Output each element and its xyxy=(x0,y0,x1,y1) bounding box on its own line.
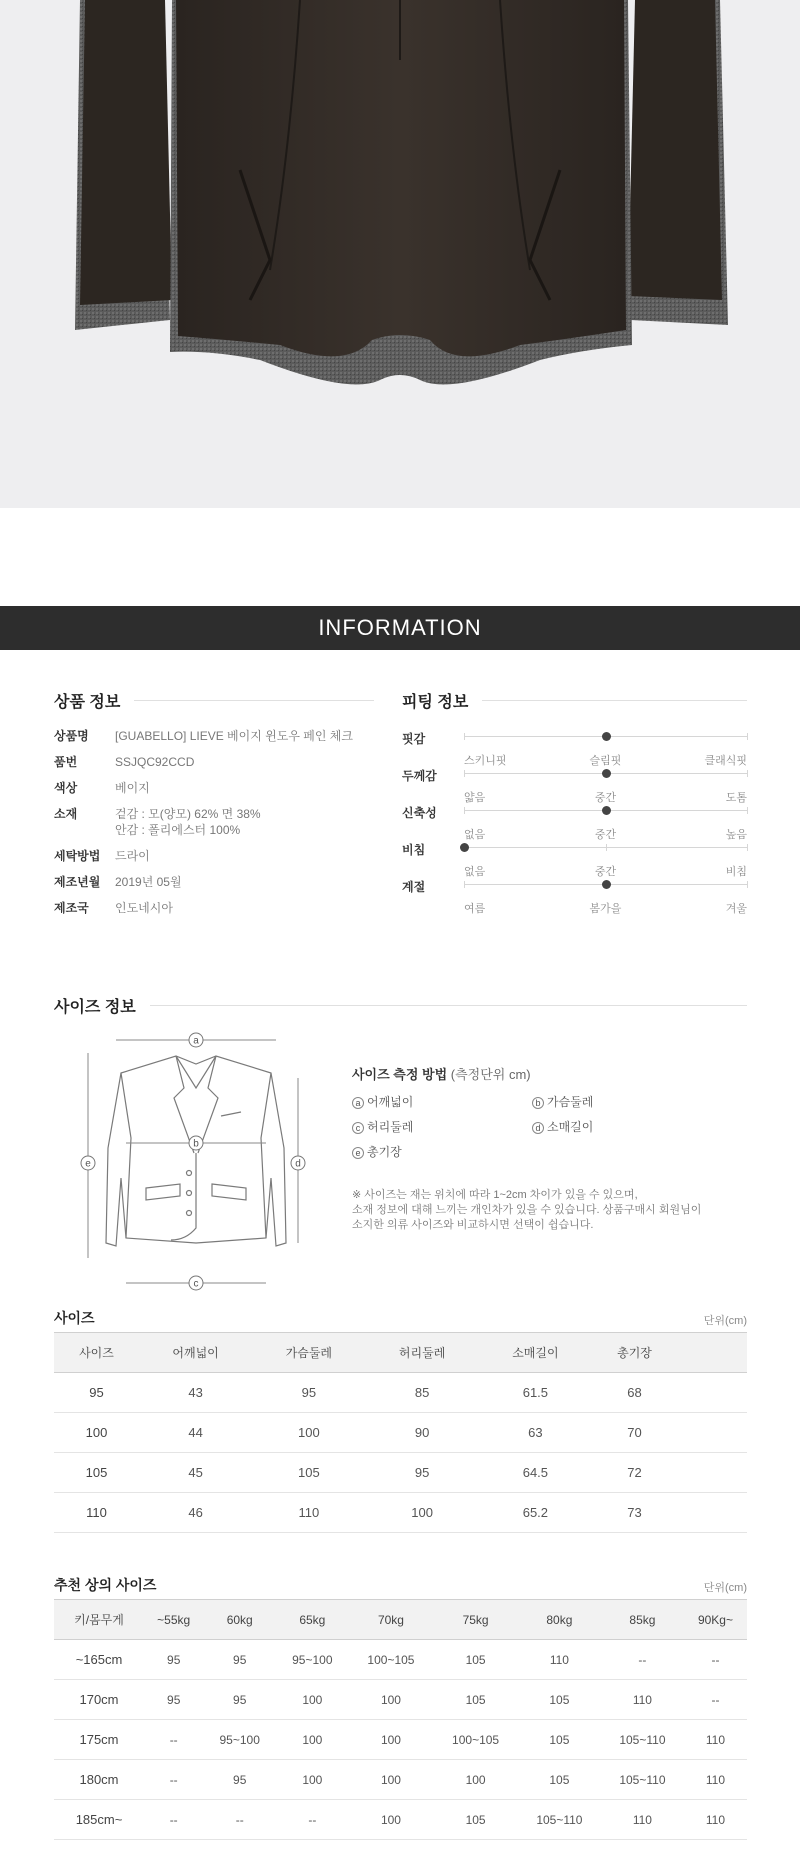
table-cell: 110 xyxy=(601,1800,684,1840)
table-header-cell: 가슴둘레 xyxy=(252,1333,365,1373)
table-cell: 105 xyxy=(518,1720,601,1760)
measure-item xyxy=(352,1093,532,1110)
table-cell: -- xyxy=(601,1640,684,1680)
product-info-list xyxy=(54,728,374,926)
table-cell: 105 xyxy=(433,1680,518,1720)
fitting-tick xyxy=(464,881,465,888)
table-cell: 185cm~ xyxy=(54,1800,144,1840)
table-cell: 110 xyxy=(252,1493,365,1533)
table-cell: 100 xyxy=(252,1413,365,1453)
table-header-cell: 85kg xyxy=(601,1600,684,1640)
table-cell: 105 xyxy=(252,1453,365,1493)
fitting-info-list xyxy=(402,728,747,913)
diagram-mark-c: c xyxy=(193,1278,199,1290)
table-cell: 170cm xyxy=(54,1680,144,1720)
rec-table-header xyxy=(54,1575,747,1595)
table-cell: 100 xyxy=(54,1413,139,1453)
table-header-cell: 90Kg~ xyxy=(684,1600,747,1640)
fitting-indicator xyxy=(602,880,611,889)
fitting-scale xyxy=(464,736,747,767)
table-cell: -- xyxy=(144,1800,203,1840)
fitting-tick xyxy=(464,733,465,740)
table-cell xyxy=(677,1373,747,1413)
fitting-scale-label: 높음 xyxy=(725,829,747,841)
fitting-scale-label: 슬림핏 xyxy=(589,755,622,767)
fitting-tick xyxy=(747,770,748,777)
table-row xyxy=(54,1800,747,1840)
measure-label: 총기장 xyxy=(367,1145,402,1159)
fitting-tick xyxy=(747,844,748,851)
table-cell: 110 xyxy=(684,1760,747,1800)
table-cell: 95 xyxy=(144,1640,203,1680)
table-cell: 72 xyxy=(592,1453,677,1493)
fitting-row xyxy=(402,802,747,839)
table-header-row xyxy=(54,1333,747,1373)
measure-mark: d xyxy=(532,1122,544,1134)
product-info-key: 제조년월 xyxy=(54,875,101,889)
product-photo xyxy=(0,0,800,508)
measure-item xyxy=(532,1118,712,1135)
diagram-mark-a: a xyxy=(193,1035,199,1047)
fitting-scale-label: 없음 xyxy=(464,829,486,841)
table-cell: 100 xyxy=(349,1720,434,1760)
table-cell: 65.2 xyxy=(479,1493,592,1533)
table-header-cell: 80kg xyxy=(518,1600,601,1640)
divider xyxy=(482,700,747,701)
product-info-row xyxy=(54,780,374,796)
measure-title-text: 사이즈 측정 방법 xyxy=(352,1067,448,1082)
size-table-header xyxy=(54,1308,747,1328)
size-table-title: 사이즈 xyxy=(54,1310,95,1326)
fitting-scale-label: 얇음 xyxy=(464,792,486,804)
table-header-cell: 소매길이 xyxy=(479,1333,592,1373)
fitting-tick xyxy=(606,844,607,851)
fitting-info-header xyxy=(402,688,747,712)
table-cell: 100 xyxy=(276,1720,349,1760)
size-table xyxy=(54,1332,747,1533)
table-cell: 175cm xyxy=(54,1720,144,1760)
table-cell: 61.5 xyxy=(479,1373,592,1413)
table-cell: 100 xyxy=(276,1760,349,1800)
table-cell xyxy=(677,1453,747,1493)
fitting-scale-label: 클래식핏 xyxy=(704,755,747,767)
rec-table-unit: 단위(cm) xyxy=(703,1582,747,1594)
measure-mark: a xyxy=(352,1097,364,1109)
table-cell: ~165cm xyxy=(54,1640,144,1680)
table-cell: 110 xyxy=(601,1680,684,1720)
table-cell: 100 xyxy=(349,1760,434,1800)
table-row xyxy=(54,1640,747,1680)
measure-label: 가슴둘레 xyxy=(547,1095,594,1109)
divider xyxy=(134,700,374,701)
product-info-row xyxy=(54,848,374,864)
table-cell: 70 xyxy=(592,1413,677,1453)
fitting-indicator xyxy=(602,732,611,741)
product-info-value xyxy=(115,806,261,838)
table-cell: 100 xyxy=(349,1800,434,1840)
table-row xyxy=(54,1720,747,1760)
size-note-line: 소지한 의류 사이즈와 비교하시면 선택이 쉽습니다. xyxy=(352,1219,594,1231)
divider xyxy=(150,1005,747,1006)
table-row xyxy=(54,1453,747,1493)
table-header-cell: 60kg xyxy=(203,1600,276,1640)
table-cell: 95 xyxy=(203,1680,276,1720)
product-info-value: 2019년 05월 xyxy=(115,875,182,889)
table-cell: 68 xyxy=(592,1373,677,1413)
table-cell: 110 xyxy=(684,1720,747,1760)
size-info-header xyxy=(54,993,747,1017)
measure-title xyxy=(352,1064,772,1083)
recommended-size-table xyxy=(54,1599,747,1840)
diagram-mark-b: b xyxy=(193,1138,199,1150)
table-header-cell: ~55kg xyxy=(144,1600,203,1640)
table-cell: -- xyxy=(684,1640,747,1680)
measure-unit: (측정단위 cm) xyxy=(450,1067,531,1082)
table-cell: 95 xyxy=(252,1373,365,1413)
fitting-info-title: 피팅 정보 xyxy=(402,693,469,711)
measure-items xyxy=(352,1093,772,1160)
table-cell: 95~100 xyxy=(276,1640,349,1680)
fitting-row xyxy=(402,728,747,765)
table-cell xyxy=(677,1493,747,1533)
table-cell: -- xyxy=(276,1800,349,1840)
product-info-row xyxy=(54,806,374,838)
fitting-row xyxy=(402,765,747,802)
fitting-scale xyxy=(464,773,747,804)
table-cell: 105 xyxy=(518,1760,601,1800)
product-info-header xyxy=(54,688,374,712)
fitting-scale-label: 여름 xyxy=(464,903,486,915)
fitting-scale-label: 없음 xyxy=(464,866,486,878)
table-cell: -- xyxy=(203,1800,276,1840)
table-cell xyxy=(677,1413,747,1453)
table-cell: 45 xyxy=(139,1453,252,1493)
table-row xyxy=(54,1493,747,1533)
table-cell: 73 xyxy=(592,1493,677,1533)
table-cell: 43 xyxy=(139,1373,252,1413)
table-cell: 100 xyxy=(433,1760,518,1800)
product-info-value: 베이지 xyxy=(115,781,150,795)
table-header-row xyxy=(54,1600,747,1640)
table-cell: 100~105 xyxy=(349,1640,434,1680)
fitting-scale-label: 비침 xyxy=(725,866,747,878)
product-info-value: [GUABELLO] LIEVE 베이지 윈도우 페인 체크 xyxy=(115,729,353,743)
product-info-row xyxy=(54,900,374,916)
table-cell: 105~110 xyxy=(518,1800,601,1840)
material-outer: 겉감 : 모(양모) 62% 면 38% xyxy=(115,807,261,821)
fitting-key: 핏감 xyxy=(402,732,426,746)
table-cell: 64.5 xyxy=(479,1453,592,1493)
table-cell: 180cm xyxy=(54,1760,144,1800)
product-info-key: 세탁방법 xyxy=(54,849,101,863)
table-cell: 105~110 xyxy=(601,1720,684,1760)
fitting-scale xyxy=(464,810,747,841)
table-header-cell: 허리둘레 xyxy=(365,1333,478,1373)
fitting-key: 비침 xyxy=(402,843,426,857)
fitting-tick xyxy=(747,881,748,888)
table-cell: 105~110 xyxy=(601,1760,684,1800)
fitting-indicator xyxy=(602,769,611,778)
measure-label: 어깨넓이 xyxy=(367,1095,414,1109)
fitting-tick xyxy=(464,770,465,777)
product-info-key: 품번 xyxy=(54,755,78,769)
measure-mark: c xyxy=(352,1122,364,1134)
fitting-key: 계절 xyxy=(402,880,426,894)
fitting-row xyxy=(402,876,747,913)
table-cell: 110 xyxy=(684,1800,747,1840)
size-note-line: ※ 사이즈는 재는 위치에 따라 1~2cm 차이가 있을 수 있으며, xyxy=(352,1189,638,1201)
table-cell: 85 xyxy=(365,1373,478,1413)
table-header-cell: 사이즈 xyxy=(54,1333,139,1373)
product-info-key: 색상 xyxy=(54,781,78,795)
material-lining: 안감 : 폴리에스터 100% xyxy=(115,823,241,837)
table-cell: 100 xyxy=(349,1680,434,1720)
measure-item xyxy=(532,1093,712,1110)
table-cell: -- xyxy=(144,1760,203,1800)
fitting-scale-label: 봄가을 xyxy=(589,903,622,915)
table-cell: 110 xyxy=(518,1640,601,1680)
table-cell: 105 xyxy=(433,1800,518,1840)
measure-mark: b xyxy=(532,1097,544,1109)
fitting-tick xyxy=(464,807,465,814)
fitting-scale xyxy=(464,884,747,915)
product-info-value: 드라이 xyxy=(115,849,150,863)
fitting-row xyxy=(402,839,747,876)
product-info-row xyxy=(54,728,374,744)
diagram-mark-e: e xyxy=(85,1158,91,1170)
fitting-scale-label: 중간 xyxy=(594,792,617,804)
product-info-key: 상품명 xyxy=(54,729,89,743)
measure-item xyxy=(352,1143,532,1160)
product-info-key: 소재 xyxy=(54,807,78,821)
table-cell: 95 xyxy=(203,1640,276,1680)
product-info-row xyxy=(54,874,374,890)
table-cell: 105 xyxy=(518,1680,601,1720)
fitting-scale xyxy=(464,847,747,878)
table-cell: 95 xyxy=(365,1453,478,1493)
table-header-cell: 65kg xyxy=(276,1600,349,1640)
table-cell: -- xyxy=(684,1680,747,1720)
fitting-scale-label: 중간 xyxy=(594,866,617,878)
table-cell: 90 xyxy=(365,1413,478,1453)
measure-item xyxy=(352,1118,532,1135)
table-cell: 95 xyxy=(144,1680,203,1720)
table-cell: 110 xyxy=(54,1493,139,1533)
table-row xyxy=(54,1413,747,1453)
measure-mark: e xyxy=(352,1147,364,1159)
table-header-cell: 총기장 xyxy=(592,1333,677,1373)
table-cell: 105 xyxy=(433,1640,518,1680)
table-header-cell xyxy=(677,1333,747,1373)
fitting-indicator xyxy=(602,806,611,815)
size-table-unit: 단위(cm) xyxy=(703,1315,747,1327)
fitting-key: 신축성 xyxy=(402,806,437,820)
size-info-title: 사이즈 정보 xyxy=(54,998,136,1016)
table-cell: 63 xyxy=(479,1413,592,1453)
table-header-cell: 어깨넓이 xyxy=(139,1333,252,1373)
fitting-scale-label: 스키니핏 xyxy=(464,755,507,767)
table-cell: 95~100 xyxy=(203,1720,276,1760)
size-measure-guide xyxy=(352,1064,772,1233)
fitting-key: 두께감 xyxy=(402,769,437,783)
table-cell: 95 xyxy=(54,1373,139,1413)
table-row xyxy=(54,1760,747,1800)
product-info-row xyxy=(54,754,374,770)
fitting-tick xyxy=(747,807,748,814)
information-banner: INFORMATION xyxy=(0,606,800,650)
fitting-scale-label: 겨울 xyxy=(725,903,747,915)
table-cell: 46 xyxy=(139,1493,252,1533)
rec-table-title: 추천 상의 사이즈 xyxy=(54,1577,157,1593)
table-cell: 100 xyxy=(276,1680,349,1720)
fitting-indicator xyxy=(460,843,469,852)
table-cell: 44 xyxy=(139,1413,252,1453)
table-row xyxy=(54,1680,747,1720)
fitting-scale-label: 중간 xyxy=(594,829,617,841)
table-cell: -- xyxy=(144,1720,203,1760)
table-header-cell: 75kg xyxy=(433,1600,518,1640)
table-cell: 100 xyxy=(365,1493,478,1533)
product-info-value: 인도네시아 xyxy=(115,901,173,915)
size-note-line: 소재 정보에 대해 느끼는 개인차가 있을 수 있습니다. 상품구매시 회원님이 xyxy=(352,1204,702,1216)
table-header-cell: 키/몸무게 xyxy=(54,1600,144,1640)
product-info-title: 상품 정보 xyxy=(54,693,121,711)
measure-label: 허리둘레 xyxy=(367,1120,414,1134)
table-cell: 100~105 xyxy=(433,1720,518,1760)
measure-label: 소매길이 xyxy=(547,1120,594,1134)
fitting-scale-label: 도톰 xyxy=(725,792,747,804)
product-info-value: SSJQC92CCD xyxy=(115,755,195,769)
table-cell: 95 xyxy=(203,1760,276,1800)
diagram-mark-d: d xyxy=(295,1158,301,1170)
size-note xyxy=(352,1188,772,1233)
table-cell: 105 xyxy=(54,1453,139,1493)
jacket-size-diagram xyxy=(76,1028,316,1298)
table-row xyxy=(54,1373,747,1413)
product-info-key: 제조국 xyxy=(54,901,89,915)
table-header-cell: 70kg xyxy=(349,1600,434,1640)
fitting-tick xyxy=(747,733,748,740)
